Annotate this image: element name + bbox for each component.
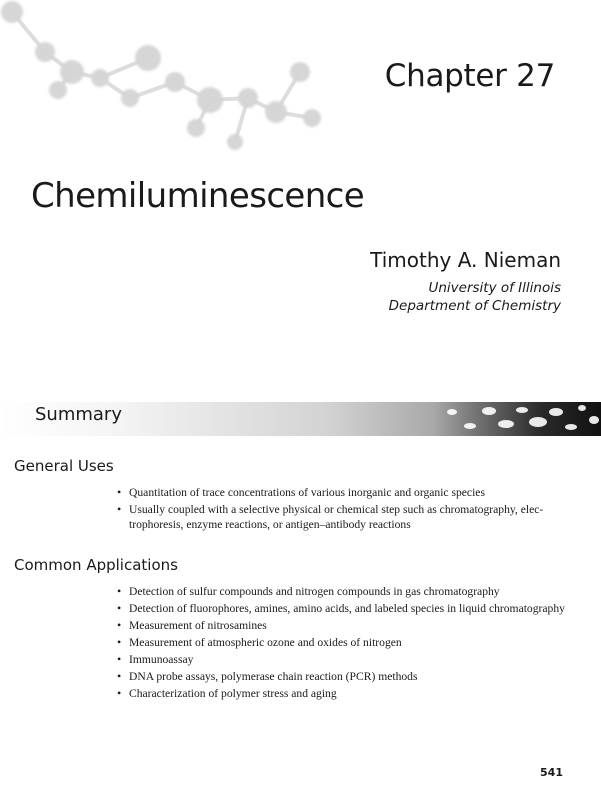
affiliation-university: University of Illinois	[428, 280, 561, 296]
list-item: • Usually coupled with a selective physical or chemical step such as chromatography, elec-trophoresis, enzyme reactions, or antigen–antibody reactions	[117, 502, 569, 532]
list-item: • DNA probe assays, polymerase chain reaction (PCR) methods	[117, 669, 569, 684]
author-block	[370, 248, 561, 315]
list-item: • Detection of sulfur compounds and nitrogen compounds in gas chromatography	[117, 584, 569, 599]
affiliation-department: Department of Chemistry	[388, 298, 561, 314]
list-item: • Immunoassay	[117, 652, 569, 667]
list-item: • Measurement of atmospheric ozone and oxides of nitrogen	[117, 635, 569, 650]
general-uses-heading: General Uses	[14, 457, 114, 475]
list-item: • Measurement of nitrosamines	[117, 618, 569, 633]
chapter-title: Chemiluminescence	[31, 176, 365, 216]
author-name: Timothy A. Nieman	[370, 248, 561, 272]
list-item: • Quantitation of trace concentrations of various inorganic and organic species	[117, 485, 569, 500]
chapter-number: Chapter 27	[384, 58, 555, 94]
general-uses-list	[117, 485, 569, 534]
summary-heading: Summary	[35, 404, 122, 425]
common-applications-heading: Common Applications	[14, 556, 178, 574]
page-number: 541	[540, 766, 563, 779]
list-item: • Characterization of polymer stress and aging	[117, 686, 569, 701]
list-item: • Detection of fluorophores, amines, amino acids, and labeled species in liquid chromatography	[117, 601, 569, 616]
common-applications-list	[117, 584, 569, 703]
author-affiliation	[370, 279, 561, 315]
